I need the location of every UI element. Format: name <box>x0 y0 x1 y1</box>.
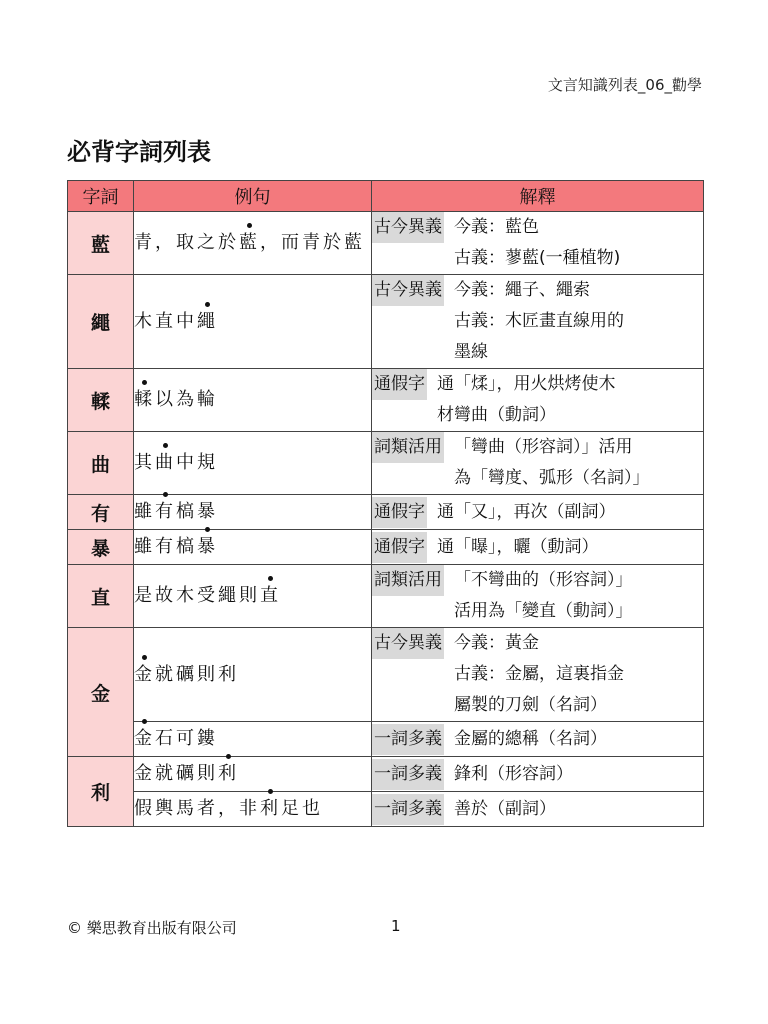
emphasis-char: 輮 <box>134 383 155 417</box>
explanation-line: 古義：蓼藍(一種植物) <box>454 248 621 268</box>
table-row <box>68 565 704 628</box>
explanation-line: 鋒利（形容詞） <box>454 763 573 784</box>
emphasis-char: 藍 <box>239 226 260 260</box>
category-tag: 通假字 <box>372 532 427 563</box>
header-word: 字詞 <box>68 181 134 212</box>
example-sentence <box>134 530 372 565</box>
explanation <box>372 369 703 431</box>
explanation-cell <box>372 495 704 530</box>
word-cell: 輮 <box>68 369 134 432</box>
explanation <box>372 759 703 790</box>
table-row <box>68 757 704 792</box>
example-sentence <box>134 628 372 722</box>
explanation-lines <box>437 497 703 528</box>
explanation-line: 為「彎度、弧形（名詞）」 <box>454 468 650 488</box>
explanation-line: 今義：繩子、繩索 <box>454 280 590 300</box>
explanation <box>372 565 703 627</box>
table-row <box>68 495 704 530</box>
sentence-segment: 雖有槁 <box>134 536 197 557</box>
sentence-segment: 其 <box>134 452 155 473</box>
explanation-lines <box>454 432 703 494</box>
word-cell: 曲 <box>68 432 134 495</box>
explanation-line: 通「煣」，用火烘烤使木 <box>437 374 616 394</box>
explanation-cell <box>372 628 704 722</box>
vocab-table <box>67 180 704 827</box>
document-label: 文言知識列表_06_勸學 <box>547 76 702 94</box>
explanation-line: 屬製的刀劍（名詞） <box>454 695 607 715</box>
category-tag: 一詞多義 <box>372 759 444 790</box>
explanation-line: 善於（副詞） <box>454 798 556 819</box>
explanation-line: 今義：藍色 <box>454 217 539 237</box>
category-tag: 詞類活用 <box>372 565 444 596</box>
explanation-line: 通「曝」，曬（動詞） <box>437 536 599 557</box>
table-row <box>68 369 704 432</box>
sentence-segment: 假輿馬者，非 <box>134 798 260 819</box>
table-row <box>68 792 704 827</box>
category-tag: 古今異義 <box>372 628 444 659</box>
word-cell: 金 <box>68 628 134 757</box>
sentence-segment: 雖 <box>134 501 155 522</box>
explanation-cell <box>372 530 704 565</box>
emphasis-char: 利 <box>260 792 281 826</box>
example-sentence <box>134 565 372 628</box>
category-tag: 一詞多義 <box>372 724 444 755</box>
table-row <box>68 212 704 275</box>
emphasis-char: 利 <box>218 757 239 791</box>
sentence-segment: 青，取之於 <box>134 232 239 253</box>
word-cell: 有 <box>68 495 134 530</box>
category-tag: 通假字 <box>372 369 427 400</box>
table-row <box>68 722 704 757</box>
explanation <box>372 497 703 528</box>
word-cell: 暴 <box>68 530 134 565</box>
sentence-segment: 足也 <box>281 798 323 819</box>
category-tag: 詞類活用 <box>372 432 444 463</box>
emphasis-char: 繩 <box>197 305 218 339</box>
explanation-lines <box>454 212 703 274</box>
explanation-line: 「不彎曲的（形容詞）」 <box>454 570 633 590</box>
explanation-cell <box>372 212 704 275</box>
emphasis-char: 有 <box>155 495 176 529</box>
example-sentence <box>134 722 372 757</box>
sentence-segment: ，而青於藍 <box>260 232 365 253</box>
example-sentence <box>134 495 372 530</box>
example-sentence <box>134 792 372 827</box>
sentence-segment: 槁暴 <box>176 501 218 522</box>
explanation-line: 墨線 <box>454 342 488 362</box>
sentence-segment: 中規 <box>176 452 218 473</box>
explanation-cell <box>372 369 704 432</box>
explanation-lines <box>454 724 703 755</box>
word-cell: 利 <box>68 757 134 827</box>
explanation-lines <box>437 532 703 563</box>
explanation-cell <box>372 757 704 792</box>
emphasis-char: 直 <box>260 579 281 613</box>
explanation-line: 「彎曲（形容詞）」活用 <box>454 437 633 457</box>
explanation-lines <box>454 275 703 368</box>
explanation <box>372 432 703 494</box>
explanation-line: 通「又」，再次（副詞） <box>437 501 616 522</box>
publisher-copyright: © 樂思教育出版有限公司 <box>67 919 237 937</box>
word-cell: 直 <box>68 565 134 628</box>
explanation-lines <box>437 369 703 431</box>
table-row <box>68 275 704 369</box>
category-tag: 通假字 <box>372 497 427 528</box>
explanation-lines <box>454 759 703 790</box>
sentence-segment: 是故木受繩則 <box>134 585 260 606</box>
explanation-line: 材彎曲（動詞） <box>437 405 556 425</box>
sentence-segment: 就礪則利 <box>155 663 239 685</box>
header-example: 例句 <box>134 181 372 212</box>
explanation-cell <box>372 275 704 369</box>
explanation-cell <box>372 432 704 495</box>
sentence-segment: 石可鏤 <box>155 728 218 749</box>
explanation-cell <box>372 565 704 628</box>
sentence-segment: 以為輪 <box>155 389 218 410</box>
table-body <box>68 212 704 827</box>
explanation-cell <box>372 722 704 757</box>
explanation <box>372 532 703 563</box>
word-cell: 藍 <box>68 212 134 275</box>
category-tag: 一詞多義 <box>372 794 444 825</box>
example-sentence <box>134 369 372 432</box>
page-number: 1 <box>391 917 401 935</box>
explanation-line: 金屬的總稱（名詞） <box>454 728 607 749</box>
emphasis-char: 金 <box>134 722 155 756</box>
table-row <box>68 530 704 565</box>
example-sentence <box>134 432 372 495</box>
table-header-row <box>68 181 704 212</box>
explanation-cell <box>372 792 704 827</box>
page-title: 必背字詞列表 <box>67 138 211 166</box>
explanation-line: 古義：木匠畫直線用的 <box>454 311 624 331</box>
example-sentence <box>134 757 372 792</box>
word-cell: 繩 <box>68 275 134 369</box>
explanation-lines <box>454 628 703 721</box>
explanation-lines <box>454 565 703 627</box>
explanation <box>372 275 703 368</box>
explanation-line: 活用為「變直（動詞）」 <box>454 601 633 621</box>
explanation <box>372 724 703 755</box>
table-row <box>68 628 704 722</box>
table-row <box>68 432 704 495</box>
emphasis-char: 金 <box>134 658 155 692</box>
explanation-line: 古義：金屬，這裏指金 <box>454 664 624 684</box>
example-sentence <box>134 275 372 369</box>
explanation-line: 今義：黃金 <box>454 633 539 653</box>
example-sentence <box>134 212 372 275</box>
emphasis-char: 曲 <box>155 446 176 480</box>
explanation <box>372 794 703 825</box>
category-tag: 古今異義 <box>372 212 444 243</box>
explanation-lines <box>454 794 703 825</box>
header-explanation: 解釋 <box>372 181 704 212</box>
category-tag: 古今異義 <box>372 275 444 306</box>
explanation <box>372 628 703 721</box>
sentence-segment: 木直中 <box>134 310 197 332</box>
sentence-segment: 金就礪則 <box>134 763 218 784</box>
explanation <box>372 212 703 274</box>
emphasis-char: 暴 <box>197 530 218 564</box>
